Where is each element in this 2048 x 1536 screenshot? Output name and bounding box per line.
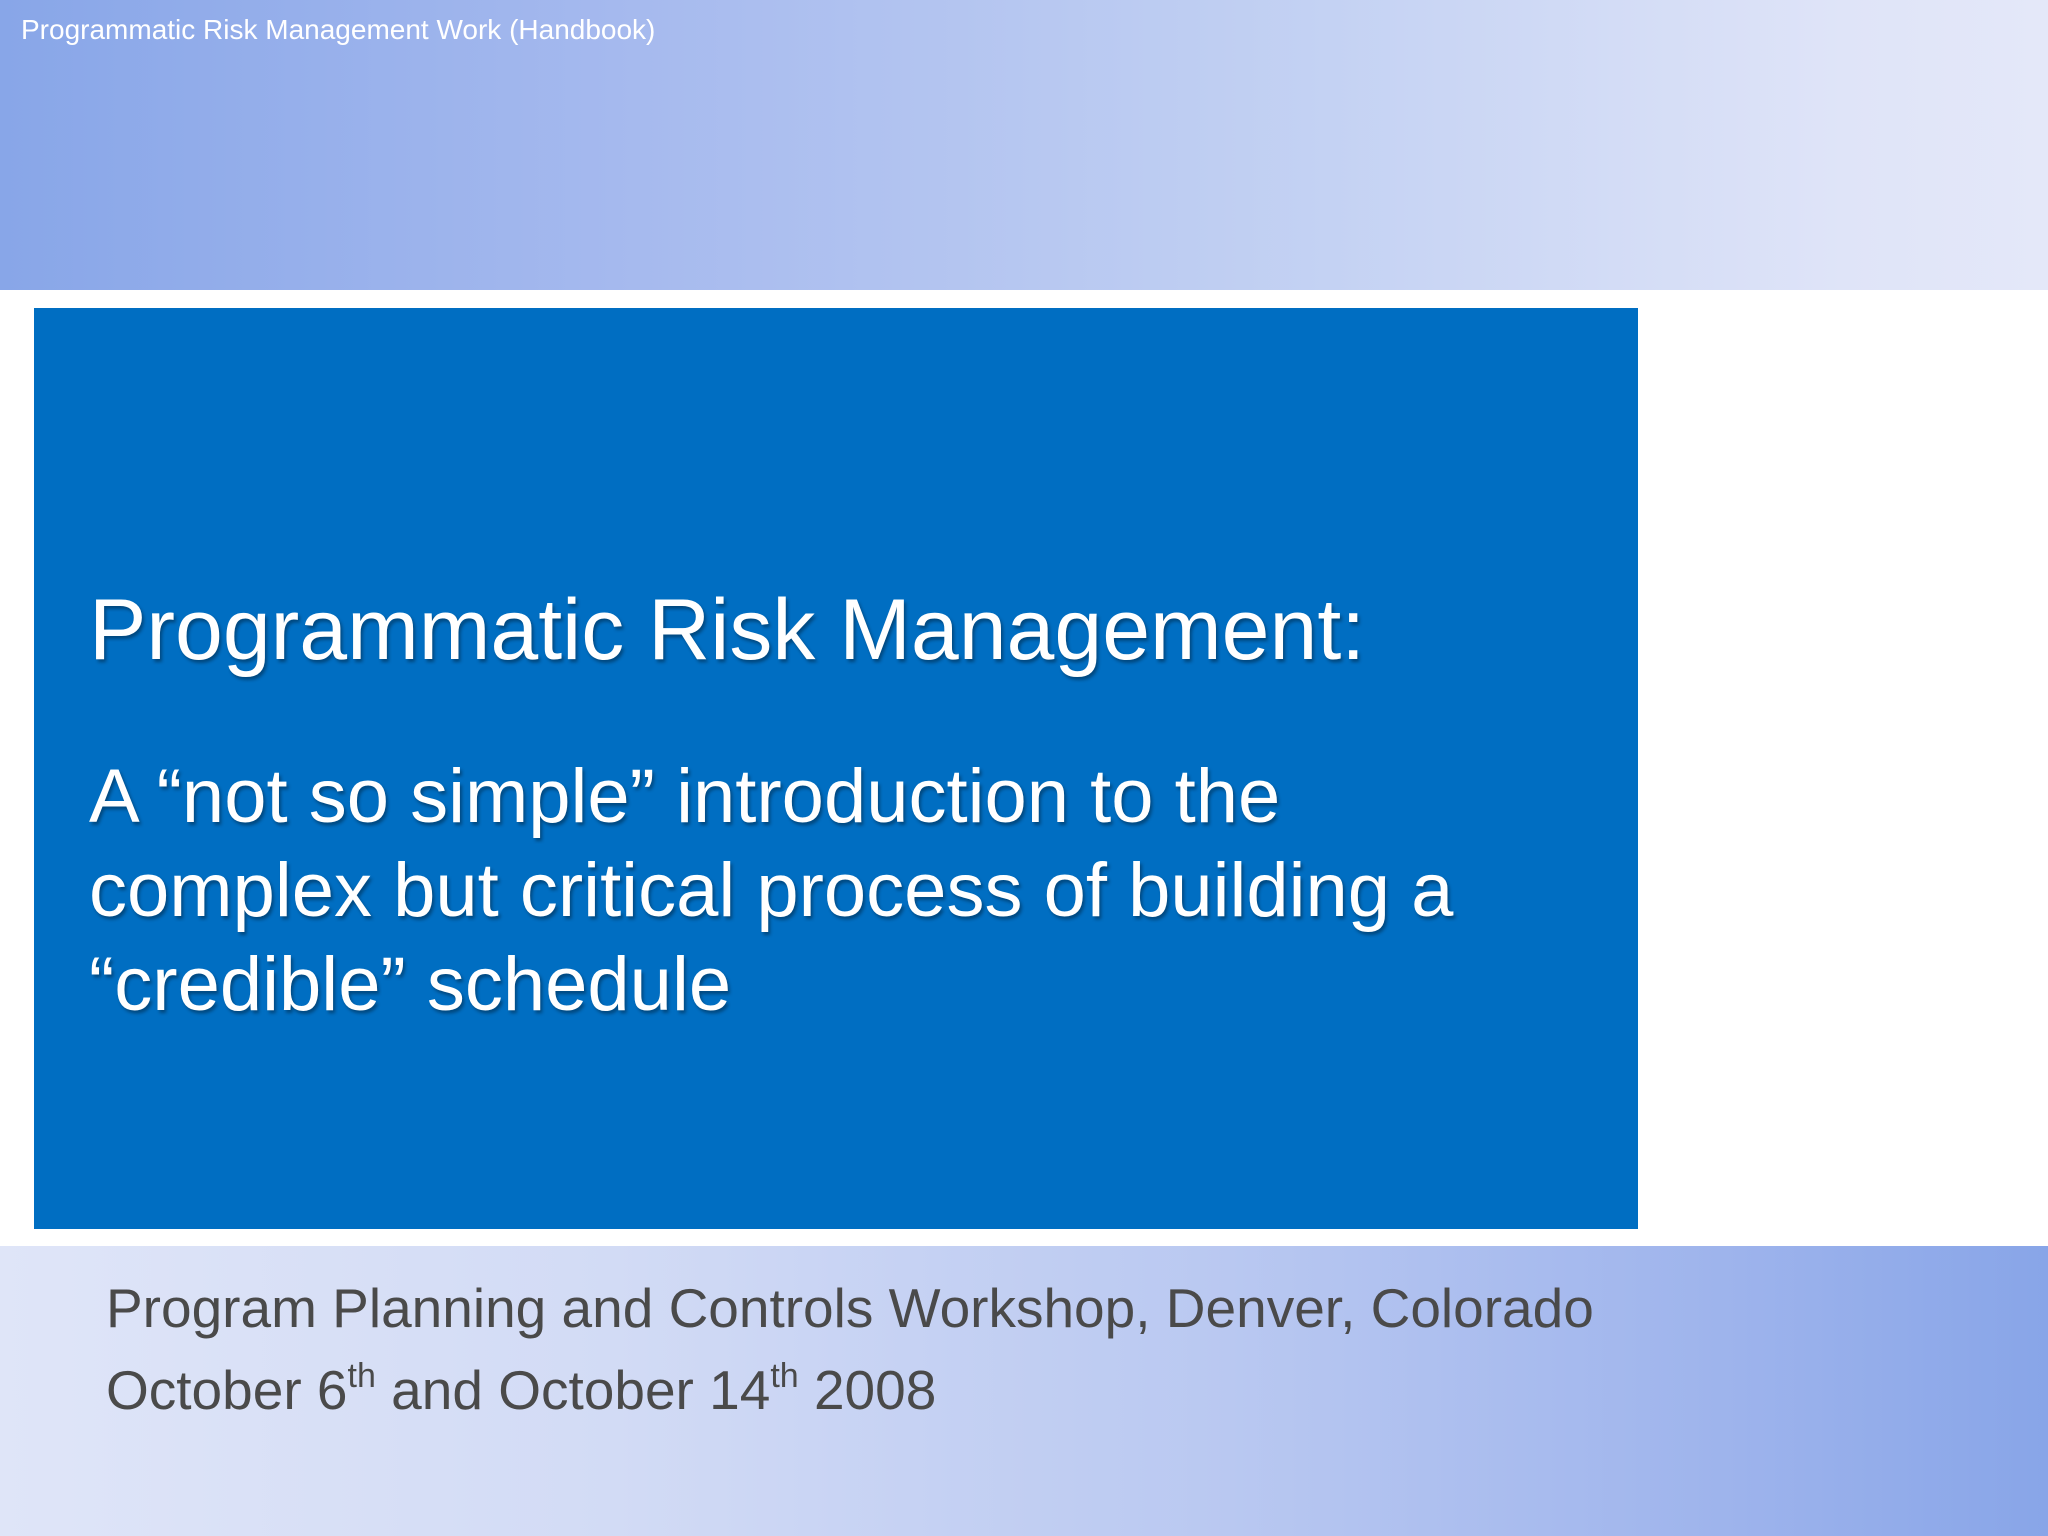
date-ordinal: th [770, 1357, 799, 1395]
event-name: Program Planning and Controls Workshop, Denver, Colorado [106, 1277, 1594, 1339]
event-dates [106, 1358, 936, 1422]
header-band [0, 0, 2048, 290]
slide-title: Programmatic Risk Management: [89, 582, 1366, 678]
date-text: October 6 [106, 1359, 348, 1421]
date-text: and October 14 [375, 1359, 771, 1421]
header-title: Programmatic Risk Management Work (Handbook) [21, 14, 656, 45]
date-ordinal: th [347, 1357, 376, 1395]
subtitle-line: “credible” schedule [89, 942, 732, 1027]
slide-subtitle [89, 750, 1589, 1032]
subtitle-line: complex but critical process of building a [89, 848, 1454, 933]
subtitle-line: A “not so simple” introduction to the [89, 754, 1281, 839]
date-text: 2008 [798, 1359, 937, 1421]
